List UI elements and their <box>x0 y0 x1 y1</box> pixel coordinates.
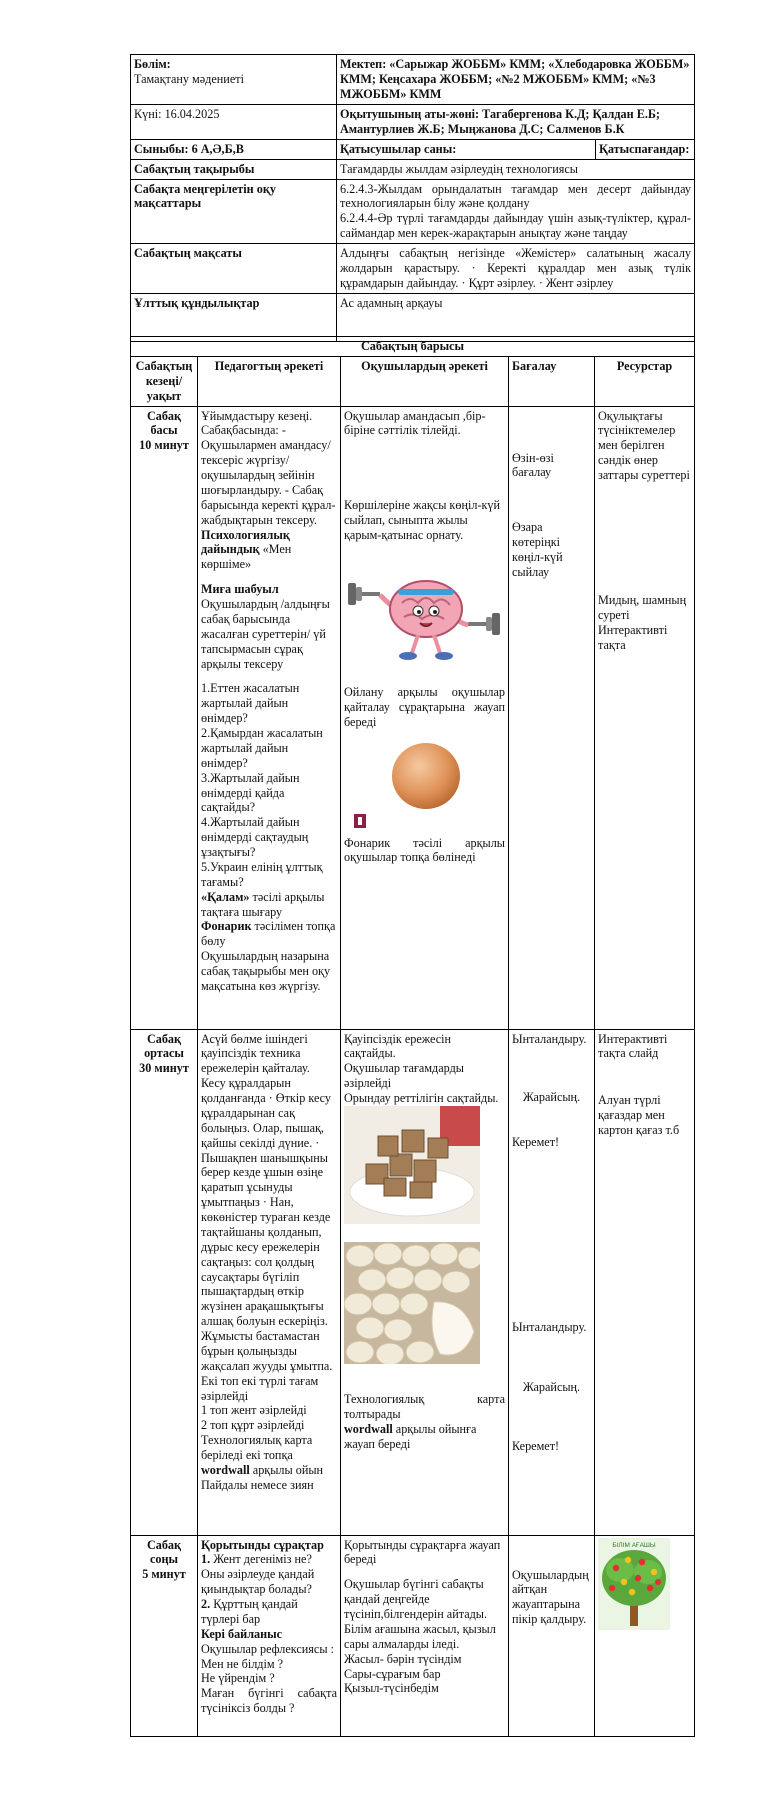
class-cell: Сыныбы: 6 А,Ә,Б,В <box>131 139 337 159</box>
teacher-text: 2 топ құрт әзірлейді <box>201 1418 305 1433</box>
stage-row-beginning <box>131 406 695 1029</box>
assessment-cell <box>509 406 595 1029</box>
fq1-text: Жент дегеніміз не? Оны әзірлеуде қандай қиындықтар болады? <box>201 1552 315 1597</box>
topic-label: Сабақтың тақырыбы <box>131 159 337 179</box>
teacher-text: Ұйымдастыру кезеңі. Сабақбасында: - Оқушылармен амандасу/тексеріс жүргізу/ оқушылардың зейінін шоғырландыру. - Сабақ барысында керекті құрал-жабдықтарын тексеру. <box>201 408 336 527</box>
values-label: Ұлттық құндылықтар <box>131 293 337 341</box>
assessment-text: Жарайсың. <box>522 1090 581 1105</box>
student-action-cell <box>341 406 509 1029</box>
feedback-text: Оқушылар рефлексиясы : <box>201 1641 334 1656</box>
brain-with-dumbbells-illustration <box>344 565 506 665</box>
wordwall-bold: wordwall <box>201 1462 250 1477</box>
student-text: Қызыл-түсінбедім <box>344 1681 439 1696</box>
student-text: Оқушылар амандасып ,бір-біріне сәттілік тілейді. <box>344 408 486 438</box>
kalam-rest: тәсілі арқылы тақтаға шығару <box>201 889 325 919</box>
resource-text: Мидың, шамның суреті <box>598 592 687 622</box>
student-text: Фонарик тәсілі арқылы оқушылар топқа бөлінеді <box>344 835 505 865</box>
wordwall-rest: арқылы ойын <box>249 1462 324 1477</box>
teacher-text: Асүй бөлме ішіндегі қауіпсіздік техника ережелерін қайталау. Кесу құралдарын қолданғанда · Өткір кесу құралдарынан сақ болыңыз. Олар, пышақ, қайшы секілді дүние. · Пышақпен шанышқыны берер кезде ұшын өзіңе қаратып ұсынуды ұмытпаңыз · Нан, көкөністер тураған кезде тақтайшаны қолданып, дұрыс кесу ережелерін сақтаңыз: сол қолдың саусақтары бүгіліп пышақтардың өткір жүзінен арақашықтығы алшақ болуын ескеріңіз. Жұмысты бастамастан бұрын қолыңызды жақсалап жууды ұмытпа. <box>201 1031 333 1373</box>
teacher-text: Екі топ екі түрлі тағам әзірлейді <box>201 1373 319 1403</box>
question: 3.Жартылай дайын өнімдерді қайда сақтайды? <box>201 770 300 815</box>
stage-row-middle <box>131 1029 695 1535</box>
student-text: Сары-сұрағым бар <box>344 1666 441 1681</box>
resources-cell <box>595 406 695 1029</box>
student-text: Жасыл- бәрін түсіндім <box>344 1651 462 1666</box>
values-value: Ас адамның арқауы <box>337 293 695 341</box>
col-stage-header: Сабақтың кезеңі/ уақыт <box>131 356 198 406</box>
question: 5.Украин елінің ұлттық тағамы? <box>201 859 323 889</box>
teacher-action-cell <box>198 406 341 1029</box>
teacher-text: Технологиялық карта беріледі екі топқа <box>201 1433 313 1462</box>
student-text: Ойлану арқылы оқушылар қайталау сұрақтарына жауап береді <box>344 684 505 729</box>
lesson-header-table <box>130 54 695 342</box>
tree-caption: БІЛІМ АҒАШЫ <box>612 1541 656 1549</box>
teacher-text: Пайдалы немесе зиян <box>201 1477 314 1492</box>
stage-time: 30 минут <box>139 1061 189 1076</box>
question: 2.Қамырдан жасалатын жартылай дайын өнімдер? <box>201 726 323 770</box>
student-action-cell <box>341 1029 509 1535</box>
resource-text: Алуан түрлі қағаздар мен картон қағаз т.б <box>598 1093 680 1137</box>
assessment-text: Оқушылардың айтқан жауаптарына пікір қалдыру. <box>512 1567 589 1627</box>
stage-name: Сабақ соңы <box>146 1537 182 1567</box>
col-student-header: Оқушылардың әрекеті <box>341 356 509 406</box>
brain-title: Миға шабуыл <box>201 582 279 597</box>
question: 1.Еттен жасалатын жартылай дайын өнімдер? <box>201 681 300 726</box>
assessment-cell <box>509 1535 595 1736</box>
brain-text: Оқушылардың /алдыңғы сабақ барысында жасалған суреттерін/ үй тапсырмасын сұрақ арқылы тексеру <box>201 597 330 671</box>
objectives-value <box>337 179 695 244</box>
assessment-text: Ынталандыру. <box>512 1320 587 1335</box>
resource-text: Оқулықтағы түсініктемелер мен берілген сәндік өнер заттары суреттері <box>598 408 690 482</box>
school-cell: Мектеп: «Сарыжар ЖОББМ» КММ; «Хлебодаровка ЖОББМ» КММ; Кеңсахара ЖОББМ; «№2 МЖОББМ» КММ; «№3 МЖОББМ» КММ <box>337 55 695 105</box>
topic-value: Тағамдарды жылдам әзірлеудің технологиясы <box>337 159 695 179</box>
final-questions-title: Қорытынды сұрақтар <box>201 1537 324 1552</box>
section-value: Тамақтану мәдениеті <box>134 71 244 86</box>
assessment-text: Ынталандыру. <box>512 1031 587 1046</box>
stage-row-end <box>131 1535 695 1736</box>
feedback-text: Не үйрендім ? <box>201 1671 275 1686</box>
fq2-num: 2. <box>201 1597 211 1611</box>
kurt-photo <box>344 1242 480 1364</box>
psych-rest: «Мен көршіме» <box>201 542 292 572</box>
absent-cell: Қатыспағандар: <box>596 139 695 159</box>
kalam-bold: «Қалам» <box>201 889 250 904</box>
stage-name-cell <box>131 406 198 1029</box>
stage-name-cell <box>131 1535 198 1736</box>
jent-photo <box>344 1106 480 1224</box>
stage-time: 5 минут <box>142 1567 186 1582</box>
teacher-text <box>201 528 337 573</box>
lesson-progress-table <box>130 336 695 1737</box>
objective-1: 6.2.4.3-Жылдам орындалатын тағамдар мен десерт дайындау технологияларын білу және қолдану <box>340 181 691 211</box>
teachers-cell: Оқытушының аты-жөні: Тагабергенова К.Д; Қалдан Е.Б; Амантурлиев Ж.Б; Мыңжанова Д.С; Салменов Б.К <box>337 105 695 140</box>
fonarik-rest: тәсілімен топқа бөлу <box>201 919 336 949</box>
teacher-action-cell <box>198 1535 341 1736</box>
student-wordwall-rest: арқылы ойынға жауап береді <box>344 1421 477 1451</box>
student-text: Технологиялық карта толтырады <box>344 1391 505 1421</box>
stage-name-cell <box>131 1029 198 1535</box>
date-cell: Күні: 16.04.2025 <box>131 105 337 140</box>
col-resources-header: Ресурстар <box>595 356 695 406</box>
objective-2: 6.2.4.4-Әр түрлі тағамдарды дайындау үшін азық-түліктер, құрал-саймандар мен керек-жарақтарын анықтау және таңдау <box>340 211 691 241</box>
student-text: Орындау реттілігін сақтайды. <box>344 1091 499 1105</box>
col-teacher-header: Педагогтың әрекеті <box>198 356 341 406</box>
student-text: Оқушылар бүгінгі сабақты қандай деңгейде түсініп,білгендерін айтады. Білім ағашына жасыл, қызыл сары алмаларды іледі. <box>344 1577 496 1651</box>
resource-text: Интерактивті тақта <box>598 622 668 652</box>
assessment-text: Өзін-өзі бағалау <box>512 450 554 480</box>
progress-title: Сабақтың барысы <box>131 337 695 357</box>
egg-photo <box>344 740 506 812</box>
student-text: Оқушылар тағамдарды әзірлейді <box>344 1061 464 1091</box>
feedback-text: Маған бүгінгі сабақта түсініксіз болды ? <box>201 1686 337 1716</box>
teacher-action-cell <box>198 1029 341 1535</box>
col-assessment-header: Бағалау <box>509 356 595 406</box>
participants-cell: Қатысушылар саны: <box>337 139 596 159</box>
feedback-text: Мен не білдім ? <box>201 1656 284 1671</box>
student-wordwall-bold: wordwall <box>344 1421 393 1436</box>
resource-text: Интерактивті тақта слайд <box>598 1031 668 1061</box>
goal-label: Сабақтың мақсаты <box>131 244 337 294</box>
fq2-text: Құрттың қандай түрлері бар <box>201 1597 298 1626</box>
teacher-text: 1 топ жент әзірлейді <box>201 1403 307 1418</box>
assessment-cell <box>509 1029 595 1535</box>
student-text: Қауіпсіздік ережесін сақтайды. <box>344 1031 452 1061</box>
objectives-label: Сабақта меңгерілетін оқу мақсаттары <box>131 179 337 244</box>
resources-cell <box>595 1029 695 1535</box>
question: 4.Жартылай дайын өнімдерді сақтаудың ұзақтығы? <box>201 815 309 859</box>
stage-name: Сабақ ортасы <box>144 1031 184 1061</box>
student-text: Қорытынды сұрақтарға жауап береді <box>344 1537 501 1567</box>
student-text: Көршілеріне жақсы көңіл-күй сыйлап, сыныпта жылы қарым-қатынас орнату. <box>344 498 501 542</box>
section-cell <box>131 55 337 105</box>
resources-cell <box>595 1535 695 1736</box>
stage-time: 10 минут <box>139 438 189 453</box>
goal-value: Алдыңғы сабақтың негізінде «Жемістер» салатының жасалу жолдарын қарастыру. · Керекті құралдар мен азық түлік құрамдарын дайындау. · Құрт әзірлеу. · Жент әзірлеу <box>337 244 695 294</box>
knowledge-tree-picture <box>598 1538 670 1630</box>
psych-bold: Психологиялық дайындық <box>201 527 290 557</box>
stage-name: Сабақ басы <box>146 408 182 438</box>
bookmark-icon <box>344 812 506 830</box>
assessment-text: Керемет! <box>512 1438 560 1453</box>
section-label: Бөлім: <box>134 57 171 71</box>
assessment-text: Өзара көтеріңкі көңіл-күй сыйлау <box>512 520 563 579</box>
feedback-title: Кері байланыс <box>201 1626 283 1641</box>
student-action-cell <box>341 1535 509 1736</box>
assessment-text: Керемет! <box>512 1135 560 1150</box>
teacher-text: Оқушылардың назарына сабақ тақырыбы мен оқу мақсатына көз жүргізу. <box>201 949 331 993</box>
fq1-num: 1. <box>201 1552 211 1567</box>
fonarik-bold: Фонарик <box>201 919 252 934</box>
assessment-text: Жарайсың. <box>522 1380 581 1394</box>
